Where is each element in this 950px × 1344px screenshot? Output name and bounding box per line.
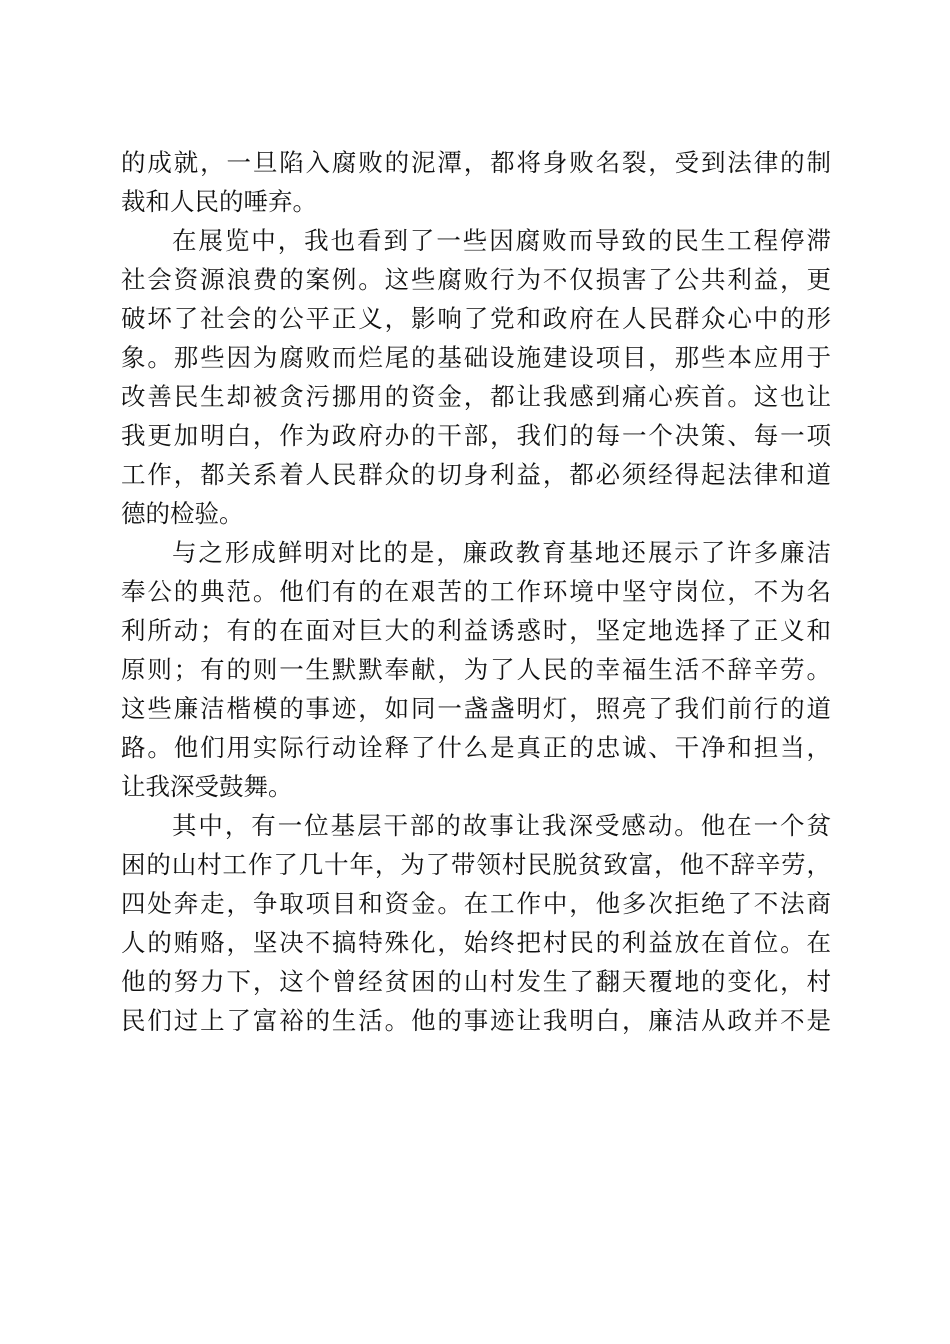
text-line: 民们过上了富裕的生活。他的事迹让我明白，廉洁从政并不是 bbox=[121, 1006, 831, 1035]
text-line: 四处奔走，争取项目和资金。在工作中，他多次拒绝了不法商 bbox=[121, 889, 831, 918]
text-line: 破坏了社会的公平正义，影响了党和政府在人民群众心中的形 bbox=[121, 304, 831, 333]
text-line: 人的贿赂，坚决不搞特殊化，始终把村民的利益放在首位。在 bbox=[121, 928, 831, 957]
text-line: 改善民生却被贪污挪用的资金，都让我感到痛心疾首。这也让 bbox=[121, 382, 831, 411]
text-line: 奉公的典范。他们有的在艰苦的工作环境中坚守岗位，不为名 bbox=[121, 577, 831, 606]
paragraph-first-line: 与之形成鲜明对比的是，廉政教育基地还展示了许多廉洁 bbox=[172, 538, 831, 567]
text-line: 德的检验。 bbox=[121, 499, 244, 528]
text-line: 社会资源浪费的案例。这些腐败行为不仅损害了公共利益，更 bbox=[121, 265, 831, 294]
body-text bbox=[121, 143, 831, 1040]
text-line: 让我深受鼓舞。 bbox=[121, 772, 293, 801]
text-line: 的成就，一旦陷入腐败的泥潭，都将身败名裂，受到法律的制 bbox=[121, 148, 831, 177]
text-line: 困的山村工作了几十年，为了带领村民脱贫致富，他不辞辛劳， bbox=[121, 850, 831, 879]
text-line: 利所动；有的在面对巨大的利益诱惑时，坚定地选择了正义和 bbox=[121, 616, 831, 645]
paragraph-first-line: 在展览中，我也看到了一些因腐败而导致的民生工程停滞 bbox=[172, 226, 831, 255]
text-line: 他的努力下，这个曾经贫困的山村发生了翻天覆地的变化，村 bbox=[121, 967, 831, 996]
text-line: 裁和人民的唾弃。 bbox=[121, 187, 317, 216]
text-line: 工作，都关系着人民群众的切身利益，都必须经得起法律和道 bbox=[121, 460, 831, 489]
text-line: 我更加明白，作为政府办的干部，我们的每一个决策、每一项 bbox=[121, 421, 831, 450]
text-line: 路。他们用实际行动诠释了什么是真正的忠诚、干净和担当， bbox=[121, 733, 831, 762]
text-line: 这些廉洁楷模的事迹，如同一盏盏明灯，照亮了我们前行的道 bbox=[121, 694, 831, 723]
text-line: 象。那些因为腐败而烂尾的基础设施建设项目，那些本应用于 bbox=[121, 343, 831, 372]
text-line: 原则；有的则一生默默奉献，为了人民的幸福生活不辞辛劳。 bbox=[121, 655, 831, 684]
paragraph-first-line: 其中，有一位基层干部的故事让我深受感动。他在一个贫 bbox=[172, 811, 831, 840]
